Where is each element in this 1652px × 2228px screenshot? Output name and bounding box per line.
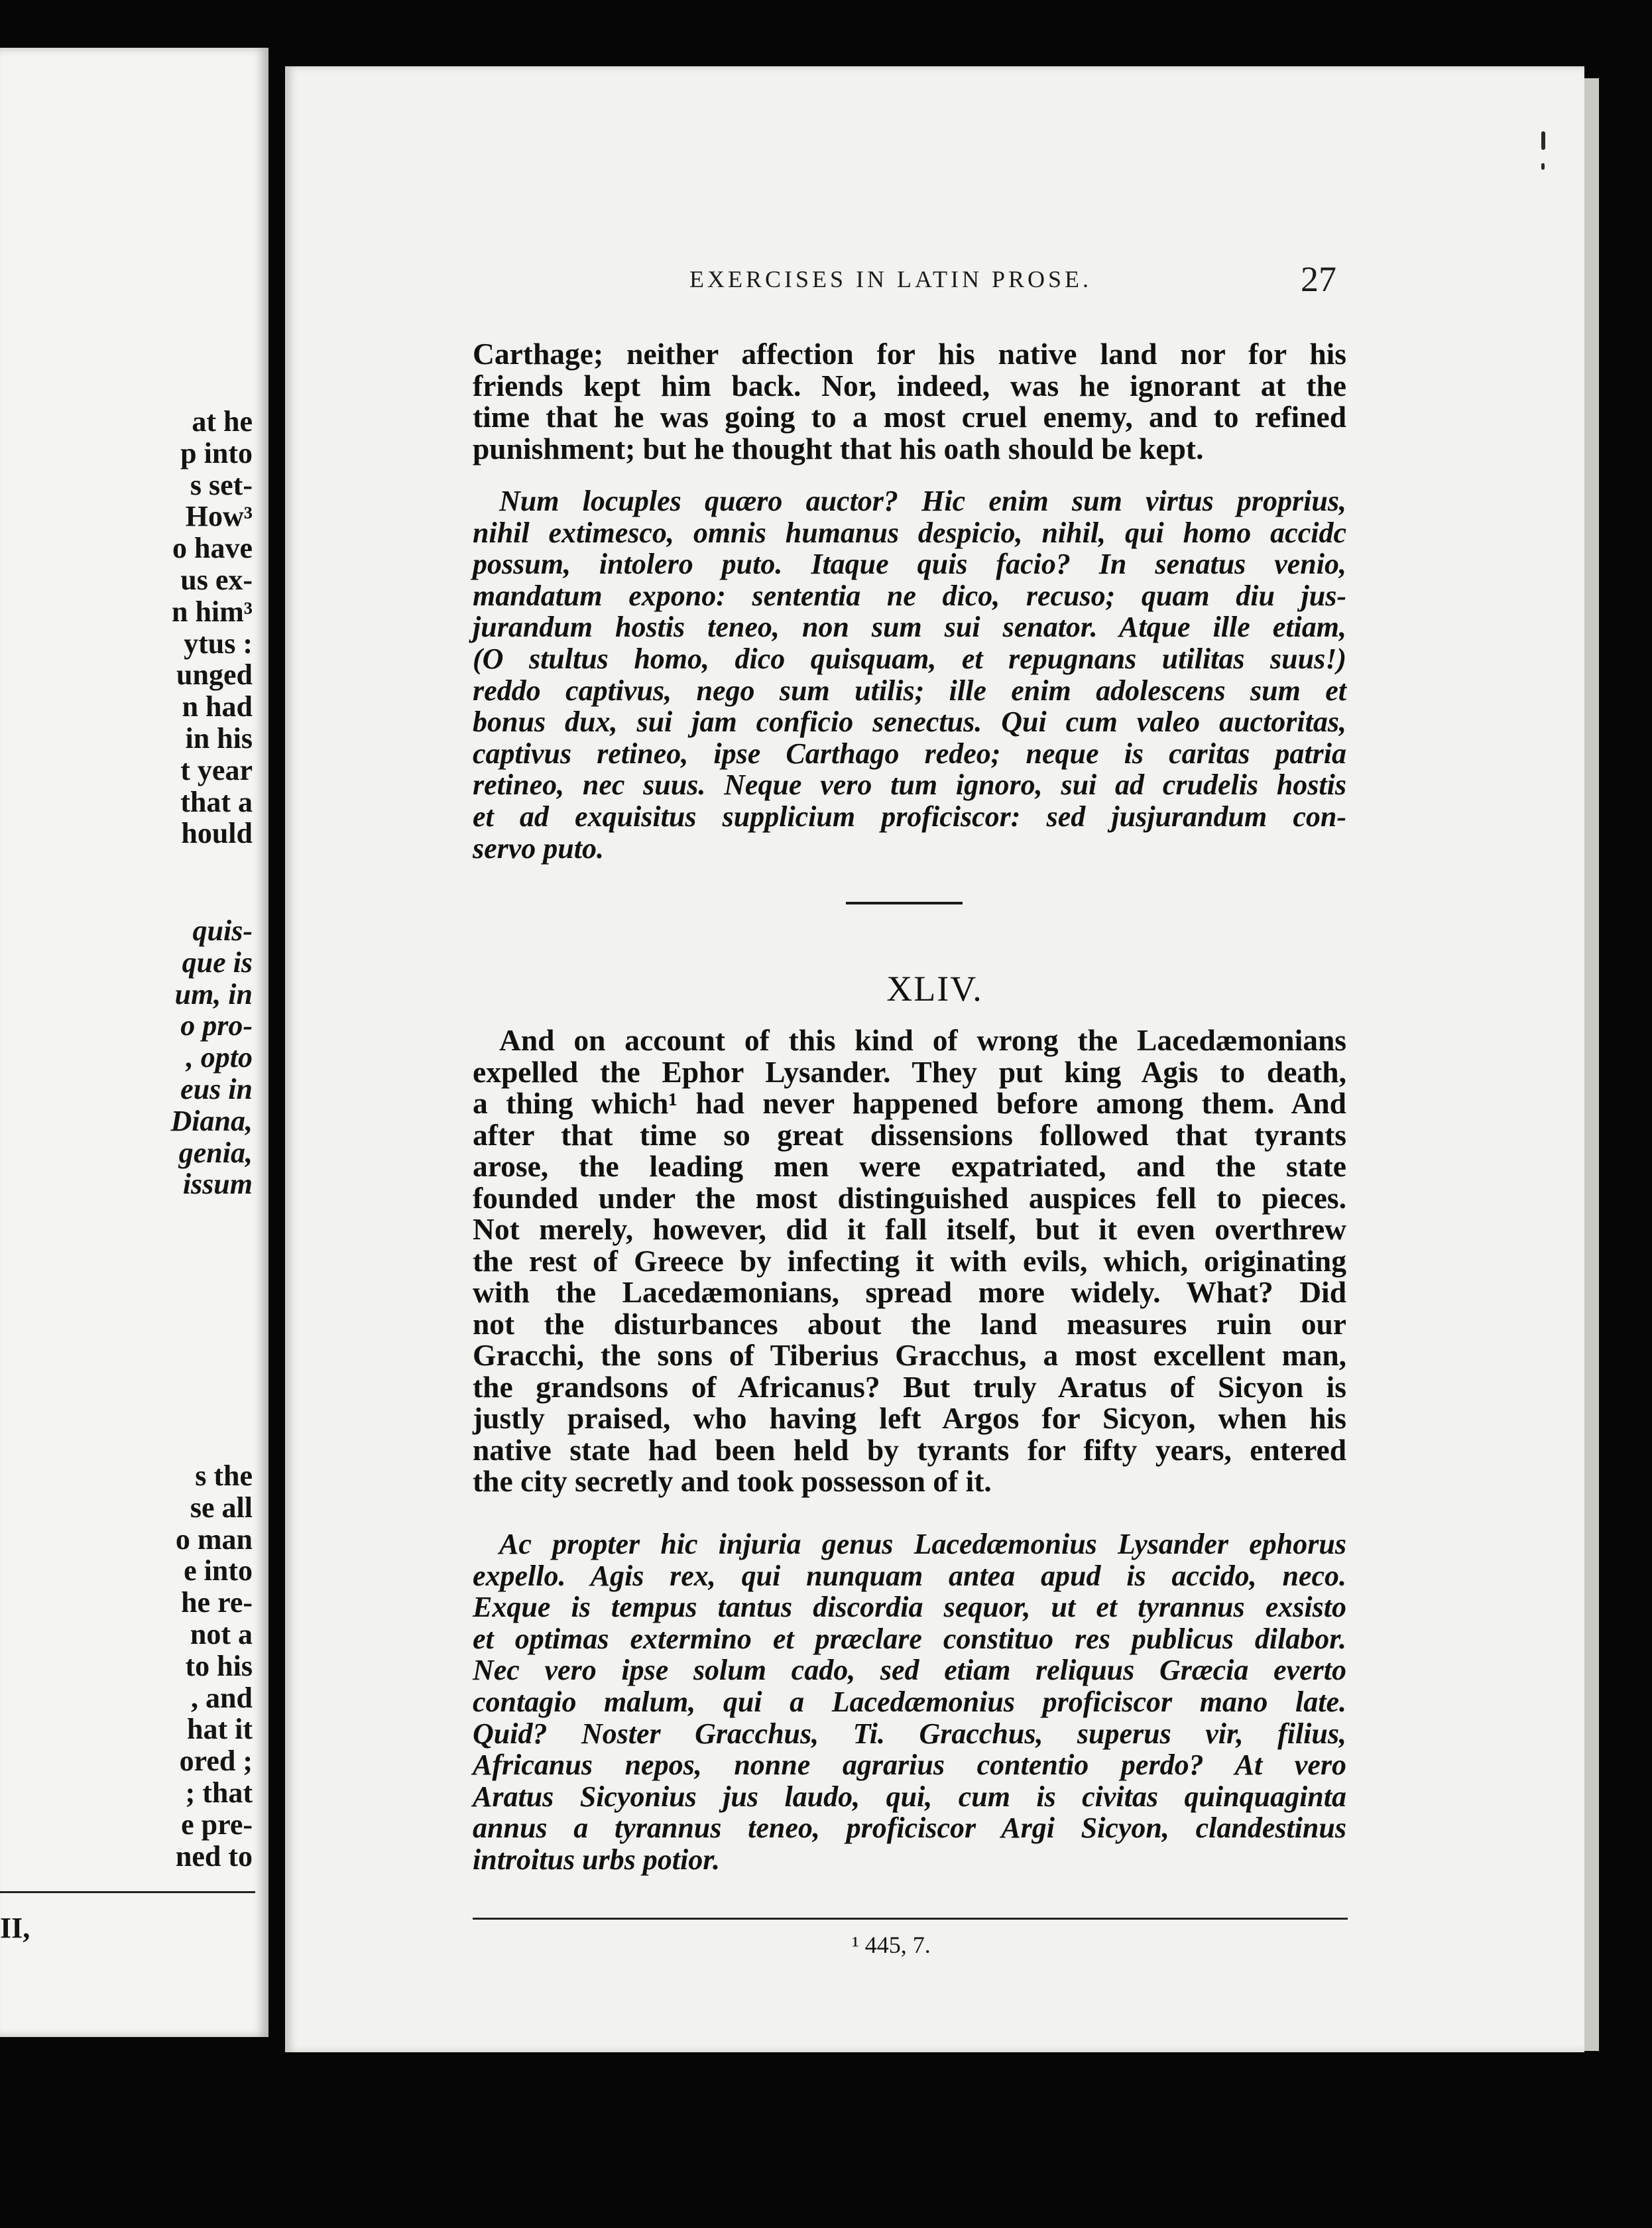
fragment-line: in his [185, 721, 253, 755]
fragment-line: not a [190, 1617, 253, 1650]
facing-page-text-block-1 [172, 406, 253, 849]
text-line: contagio malum, qui a Lacedæmonius proficiscor mano late. [473, 1685, 1346, 1718]
fragment-line: e into [184, 1554, 253, 1587]
text-line: Exque is tempus tantus discordia sequor, ut et tyrannus exsisto [473, 1591, 1346, 1624]
english-exercise-paragraph [473, 1024, 1346, 1497]
text-line: retineo, nec suus. Neque vero tum ignoro, sui ad crudelis hostis [473, 769, 1346, 802]
fragment-line: eus in [180, 1072, 253, 1105]
fragment-line: p into [180, 436, 253, 469]
text-line: nihil extimesco, omnis humanus despicio, nihil, qui homo accidc [473, 516, 1346, 549]
fragment-line: us ex- [180, 563, 253, 596]
fragment-line: at he [192, 405, 253, 438]
text-line: native state had been held by tyrants for fifty years, entered [473, 1432, 1346, 1467]
text-line: jurandum hostis teneo, non sum sui senator. Atque ille etiam, [473, 611, 1346, 644]
text-line: Not merely, however, did it fall itself, but it even overthrew [473, 1212, 1346, 1246]
text-line: arose, the leading men were expatriated, and the state [473, 1149, 1346, 1183]
fragment-line: genia, [178, 1136, 253, 1169]
text-line: bonus dux, sui jam conficio senectus. Qui cum valeo auctoritas, [473, 706, 1346, 739]
fragment-line: s set- [190, 468, 253, 501]
fragment-line: ; that [185, 1776, 253, 1809]
fragment-line: that a [180, 785, 253, 818]
text-line: And on account of this kind of wrong the Lacedæmonians [499, 1023, 1346, 1057]
fragment-line: que is [182, 946, 253, 979]
text-line: Aratus Sicyonius jus laudo, qui, cum is civitas quinquaginta [473, 1780, 1346, 1813]
text-line: time that he was going to a most cruel enemy, and to refined [473, 400, 1346, 434]
text-line: reddo captivus, nego sum utilis; ille enim adolescens sum et [473, 674, 1346, 707]
facing-page-text-block-3 [176, 1460, 253, 1872]
text-line: not the disturbances about the land measures ruin our [473, 1306, 1346, 1341]
fragment-line: to his [185, 1649, 253, 1682]
fragment-line: unged [176, 658, 253, 692]
fragment-line: ytus : [184, 627, 253, 660]
fragment-line: quis- [192, 914, 253, 947]
page-number: 27 [1301, 259, 1336, 299]
text-line: (O stultus homo, dico quisquam, et repugnans utilitas suus!) [473, 642, 1346, 675]
running-head: EXERCISES IN LATIN PROSE. [689, 266, 1092, 292]
book-page [285, 66, 1584, 2052]
fragment-line: ored ; [179, 1745, 253, 1778]
text-line: the grandsons of Africanus? But truly Aratus of Sicyon is [473, 1369, 1346, 1404]
fragment-line: Diana, [170, 1104, 253, 1137]
fragment-line: , and [191, 1681, 253, 1714]
latin-version-1 [473, 485, 1346, 864]
facing-page-fragment [0, 48, 268, 2037]
fragment-line: e pre- [181, 1808, 253, 1841]
fragment-line: o pro- [180, 1009, 253, 1042]
text-line: Africanus nepos, nonne agrarius contentio perdo? At vero [473, 1749, 1346, 1782]
footnote: ¹ 445, 7. [852, 1932, 931, 1958]
text-line: Gracchi, the sons of Tiberius Gracchus, a most excellent man, [473, 1338, 1346, 1372]
latin-version-2 [473, 1528, 1346, 1876]
fragment-line: o man [175, 1522, 253, 1556]
text-line: mandatum expono: sententia ne dico, recuso; quam diu jus- [473, 579, 1346, 612]
fragment-line: hat it [187, 1713, 253, 1746]
text-line: expello. Agis rex, qui nunquam antea apud is accido, neco. [473, 1559, 1346, 1592]
fragment-line: issum [182, 1168, 253, 1201]
text-line: justly praised, who having left Argos for Sicyon, when his [473, 1401, 1346, 1435]
fragment-line: ned to [175, 1839, 253, 1873]
footnote-rule [473, 1918, 1348, 1920]
text-line: possum, intolero puto. Itaque quis facio? In senatus venio, [473, 548, 1346, 581]
print-speck [1541, 163, 1545, 170]
fragment-line: n him³ [171, 595, 253, 628]
print-speck [1541, 131, 1545, 150]
facing-page-footer-rule [0, 1891, 255, 1893]
text-line: introitus urbs potior. [473, 1843, 720, 1876]
text-line: et optimas extermino et præclare constituo res publicus dilabor. [473, 1622, 1346, 1655]
fragment-line: s the [195, 1459, 253, 1492]
text-line: Nec vero ipse solum cado, sed etiam reliquus Græcia everto [473, 1654, 1346, 1687]
fragment-line: How³ [185, 500, 253, 533]
fragment-line: t year [180, 753, 253, 786]
text-line: expelled the Ephor Lysander. They put king Agis to death, [473, 1054, 1346, 1089]
text-line: after that time so great dissensions followed that tyrants [473, 1117, 1346, 1152]
text-line: Carthage; neither affection for his native land nor for his [473, 337, 1346, 371]
text-line: captivus retineo, ipse Carthago redeo; neque is caritas patria [473, 737, 1346, 770]
text-line: Quid? Noster Gracchus, Ti. Gracchus, superus vir, filius, [473, 1717, 1346, 1750]
text-line: founded under the most distinguished auspices fell to pieces. [473, 1180, 1346, 1215]
text-line: punishment; but he thought that his oath should be kept. [473, 431, 1204, 465]
facing-page-text-block-2 [171, 915, 253, 1200]
english-paragraph-continued [473, 338, 1346, 464]
text-line: Ac propter hic injuria genus Lacedæmonius Lysander ephorus [499, 1528, 1346, 1560]
section-heading: XLIV. [886, 969, 983, 1009]
page-edge [1584, 78, 1599, 2051]
fragment-line: n had [182, 690, 253, 723]
text-line: annus a tyrannus teneo, proficiscor Argi Sicyon, clandestinus [473, 1812, 1346, 1845]
text-line: the rest of Greece by infecting it with evils, which, originating [473, 1243, 1346, 1278]
text-line: Num locuples quæro auctor? Hic enim sum virtus proprius, [499, 485, 1346, 517]
text-line: servo puto. [473, 832, 604, 865]
section-divider [846, 902, 963, 904]
facing-page-folio: II, [0, 1912, 30, 1944]
text-line: the city secretly and took possesson of it. [473, 1464, 992, 1498]
text-line: et ad exquisitus supplicium proficiscor: sed jusjurandum con- [473, 800, 1346, 833]
text-line: with the Lacedæmonians, spread more widely. What? Did [473, 1275, 1346, 1309]
fragment-line: o have [172, 532, 253, 565]
fragment-line: he re- [181, 1586, 253, 1619]
text-line: friends kept him back. Nor, indeed, was he ignorant at the [473, 368, 1346, 402]
fragment-line: , opto [186, 1041, 253, 1074]
fragment-line: hould [181, 817, 253, 850]
text-line: a thing which¹ had never happened before among them. And [473, 1086, 1346, 1120]
fragment-line: um, in [174, 977, 253, 1011]
fragment-line: se all [190, 1491, 253, 1524]
